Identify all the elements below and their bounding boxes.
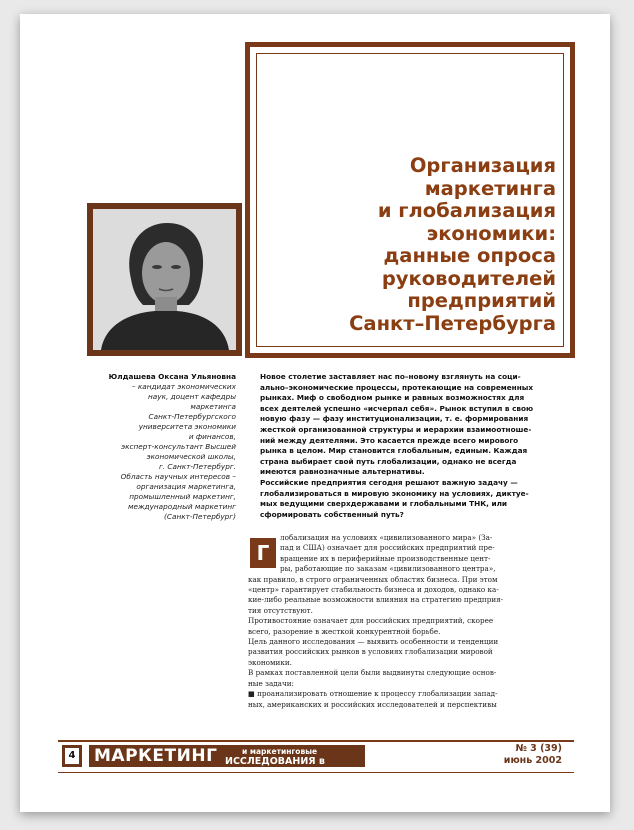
body-line: Цель данного исследования — выявить особенности и тенденции [248, 637, 499, 647]
body-line: пад и США) означает для российских предприятий пре- [280, 543, 495, 553]
lead-paragraph-2 [248, 478, 558, 520]
lead-line: жесткой организованной структуры и иерархии взаимоотноше- [260, 424, 532, 434]
author-bio-line: эксперт-консультант Высшей [121, 442, 236, 451]
author-bio [70, 382, 236, 522]
article-title [276, 155, 556, 335]
author-info [70, 372, 236, 522]
lead-line: глобализироваться в мировую экономику на условиях, диктуе- [260, 488, 529, 498]
lead-line: рынка в целом. Мир становится глобальным, единым. Каждая [260, 446, 528, 456]
magazine-logo [89, 745, 365, 767]
lead-line: всех деятелей успешно «исчерпал себя». Рынок вступил в свою [260, 403, 534, 413]
lead-paragraph [248, 372, 558, 520]
title-line: экономики: [426, 221, 556, 245]
lead-paragraph-1 [248, 372, 558, 478]
body-line: экономики. [248, 657, 292, 667]
title-line: Организация [409, 154, 556, 177]
lead-line: мых ведущими сверхдержавами и глобальными ТНК, или [260, 499, 508, 509]
body-line: В рамках поставленной цели были выдвинуты следующие основ- [248, 668, 497, 678]
author-photo-frame [87, 203, 242, 356]
body-line: «центр» гарантирует стабильность бизнеса и доходов, однако ка- [248, 585, 499, 595]
body-line: как правило, в строго ограниченных областях бизнеса. При этом [248, 574, 498, 584]
body-line: развития российских рынков в условиях глобализации мировой [248, 647, 493, 657]
issue-info [504, 743, 562, 767]
lead-line: рынках. Миф о свободном рынке и равных возможностях для [260, 393, 525, 403]
body-line: кие-либо реальные возможности влияния на стратегию предприя- [248, 595, 504, 605]
title-line: руководителей [381, 266, 556, 290]
author-bio-line: маркетинга [190, 402, 236, 411]
magazine-page [20, 14, 610, 812]
issue-date: июнь 2002 [503, 755, 562, 766]
title-line: предприятий [407, 289, 556, 312]
lead-line: ально–экономические процессы, протекающие на современных [260, 382, 534, 392]
page-number: 4 [62, 745, 82, 767]
body-line: Противостояние означает для российских предприятий, скорее [248, 616, 494, 626]
title-line: Санкт–Петербурга [349, 311, 556, 335]
title-line: и глобализация [377, 199, 556, 222]
body-line: всего, разорение в жесткой конкурентной борьбе. [248, 626, 441, 636]
lead-line: новую фазу — фазу институционализации, т. е. формирования [260, 414, 529, 424]
lead-line: сформировать собственный путь? [260, 509, 404, 519]
author-bio-line: международный маркетинг [127, 502, 236, 511]
author-bio-line: университета экономики [138, 422, 236, 431]
footer-bottom-rule [58, 772, 574, 773]
logo-main: МАРКЕТИНГ [94, 746, 218, 766]
logo-subtitle-1: и маркетинговые [242, 747, 318, 756]
author-bio-line: и финансов, [188, 432, 236, 441]
author-bio-line: г. Санкт-Петербург. [158, 462, 236, 471]
author-name: Юлдашева Оксана Ульяновна [108, 372, 236, 381]
logo-subtitle-2: ИССЛЕДОВАНИЯ в [225, 756, 325, 767]
author-bio-line: Область научных интересов – [120, 472, 236, 481]
author-bio-line: промышленный маркетинг, [129, 492, 236, 501]
body-line: ■ проанализировать отношение к процессу глобализации запад- [248, 689, 498, 699]
lead-line: ний между деятелями. Это касается прежде всего мирового [260, 435, 519, 445]
author-photo [93, 209, 236, 350]
body-line: ные задачи: [248, 678, 294, 688]
author-bio-line: экономической школы, [146, 452, 236, 461]
lead-line: имеются равнозначные альтернативы. [260, 467, 425, 477]
body-line: ры, работающие по заказам «цивилизованного центра», [280, 564, 496, 574]
title-frame [245, 42, 575, 358]
author-bio-line: организация маркетинга, [136, 482, 236, 491]
author-bio-line: – кандидат экономических [131, 382, 236, 391]
lead-line: страна выбирает свой путь глобализации, однако не всегда [260, 456, 517, 466]
body-line: тия отсутствуют. [248, 605, 313, 615]
body-paragraph [248, 533, 558, 710]
author-bio-line: (Санкт-Петербург) [164, 512, 236, 521]
title-line: маркетинга [424, 176, 556, 200]
footer-top-rule [58, 740, 574, 742]
dropcap-letter: Г [250, 538, 276, 568]
body-line: ных, американских и российских исследователей и перспективы [248, 699, 497, 709]
author-bio-line: Санкт-Петербургского [148, 412, 236, 421]
article-body [248, 533, 558, 710]
body-line: лобализация на условиях «цивилизованного мира» (За- [280, 533, 493, 542]
title-line: данные опроса [383, 244, 556, 267]
author-portrait-image [93, 209, 236, 350]
lead-line: Российские предприятия сегодня решают важную задачу — [260, 477, 518, 487]
body-line: вращение их в периферийные производственные цент- [280, 553, 491, 563]
lead-line: Новое столетие заставляет нас по–новому взглянуть на соци- [260, 372, 521, 381]
author-bio-line: наук, доцент кафедры [148, 392, 236, 401]
issue-number: № 3 (39) [515, 743, 562, 754]
